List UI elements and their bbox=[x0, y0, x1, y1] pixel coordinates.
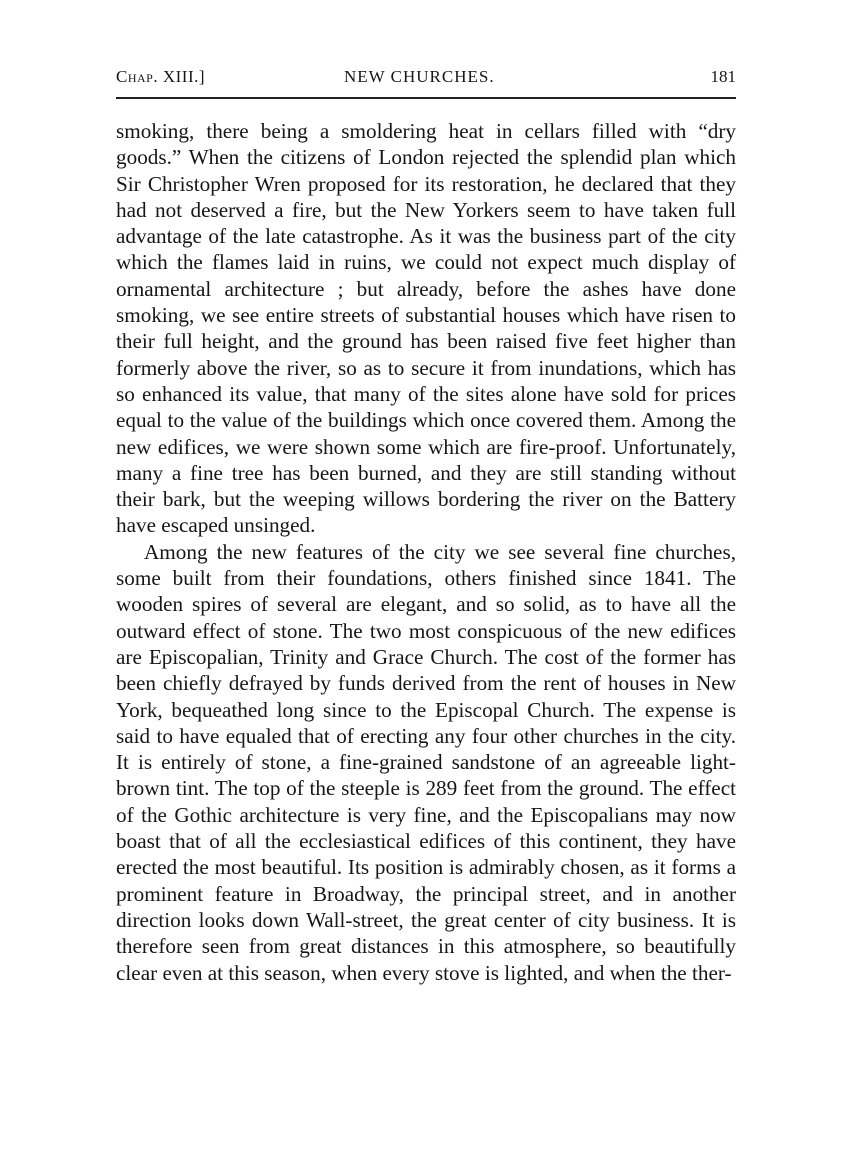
chapter-label: Chap. XIII.] bbox=[116, 67, 206, 86]
paragraph-continued: smoking, there being a smoldering heat in cellars filled with “dry goods.” When the citizens of London rejected the splendid plan which Sir Christopher Wren proposed for its restoration, he declared that they had not deserved a fire, but the New Yorkers seem to have taken full advantage of the late catastrophe. As it was the business part of the city which the flames laid in ruins, we could not expect much display of ornamental architecture ; but already, before the ashes have done smoking, we see entire streets of substantial houses which have risen to their full height, and the ground has been raised five feet higher than formerly above the river, so as to secure it from inundations, which has so enhanced its value, that many of the sites alone have sold for prices equal to the value of the buildings which once covered them. Among the new edifices, we were shown some which are fire-proof. Unfortunately, many a fine tree has been burned, and they are still standing without their bark, but the weeping willows bordering the river on the Battery have escaped unsinged. bbox=[116, 119, 736, 538]
running-head bbox=[116, 64, 736, 90]
running-title: NEW CHURCHES. bbox=[344, 67, 495, 86]
page-number: 181 bbox=[710, 67, 736, 86]
paragraph-new-churches: Among the new features of the city we see several fine churches, some built from their foundations, others finished since 1841. The wooden spires of several are elegant, and so solid, as to have all the outward effect of stone. The two most conspicuous of the new edifices are Episcopalian, Trinity and Grace Church. The cost of the former has been chiefly defrayed by funds derived from the rent of houses in New York, bequeathed long since to the Episcopal Church. The expense is said to have equaled that of erecting any four other churches in the city. It is entirely of stone, a fine-grained sandstone of an agreeable light-brown tint. The top of the steeple is 289 feet from the ground. The effect of the Gothic architecture is very fine, and the Episcopalians may now boast that of all the ecclesiastical edifices of this continent, they have erected the most beautiful. Its position is admirably chosen, as it forms a prominent feature in Broadway, the principal street, and in another direction looks down Wall-street, the great center of city business. It is therefore seen from great distances in this atmosphere, so beautifully clear even at this season, when every stove is lighted, and when the ther- bbox=[116, 539, 736, 985]
header-rule bbox=[116, 97, 736, 99]
body-text bbox=[116, 118, 736, 986]
